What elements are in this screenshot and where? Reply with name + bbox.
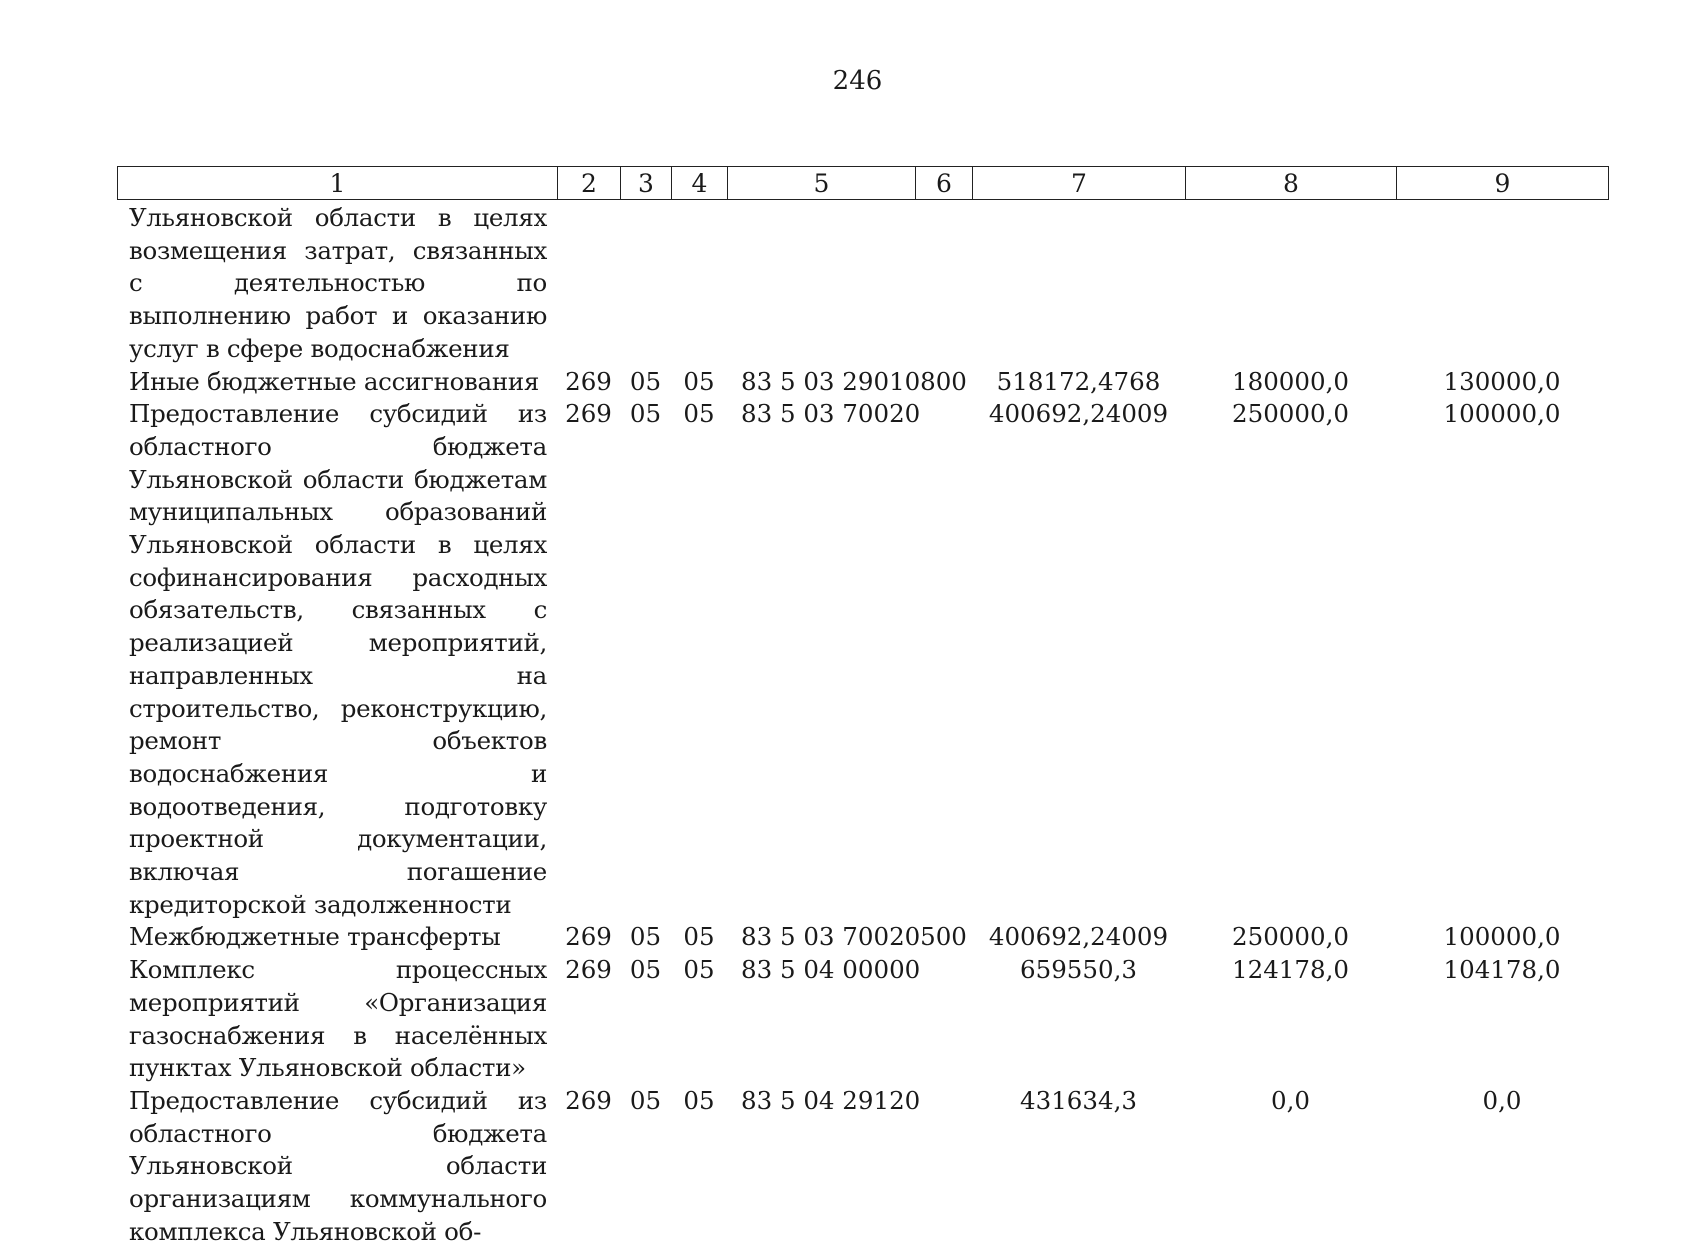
cell-col6	[915, 954, 972, 1085]
header-col-2: 2	[558, 167, 621, 200]
row-description: Предоставление субсидий из областного бюджета Ульяновской области организациям коммунального комплекса Ульяновской об-	[129, 1085, 547, 1246]
row-description: Предоставление субсидий из областного бюджета Ульяновской области бюджетам муниципальных образований Ульяновской области в целях софинансирования расходных обязательств, связанных с реализацией мероприятий, направленных на строительство, реконструкцию, ремонт объектов водоснабжения и водоотведения, подготовку проектной документации, включая погашение кредиторской задолженности	[129, 399, 547, 919]
row-description: Иные бюджетные ассигнования	[129, 366, 540, 396]
row-description: Ульяновской области в целях возмещения затрат, связанных с деятельностью по выполнению работ и оказанию услуг в сфере водоснабжения	[129, 203, 547, 363]
cell-col8: 0,0	[1271, 1085, 1310, 1115]
table-row	[117, 202, 1608, 366]
cell-col6: 800	[920, 366, 967, 396]
cell-col9: 100000,0	[1443, 922, 1561, 952]
cell-col9	[1396, 202, 1608, 366]
cell-col2: 269	[565, 1085, 612, 1115]
header-col-6: 6	[916, 167, 973, 200]
cell-col5: 83 5 04 29120	[741, 1085, 921, 1115]
header-col-5: 5	[728, 167, 916, 200]
cell-col7: 400692,24009	[988, 399, 1169, 429]
cell-col2	[557, 202, 620, 366]
cell-col5: 83 5 03 70020	[741, 922, 921, 952]
cell-col7: 400692,24009	[988, 922, 1169, 952]
cell-col6	[915, 398, 972, 921]
budget-table	[117, 202, 1608, 1249]
header-col-7: 7	[973, 167, 1186, 200]
cell-col7: 431634,3	[1020, 1085, 1137, 1115]
cell-col3: 05	[629, 366, 662, 396]
cell-col7	[972, 202, 1185, 366]
cell-col8: 180000,0	[1232, 366, 1349, 396]
cell-col2: 269	[565, 399, 612, 429]
cell-col6	[915, 1085, 972, 1249]
cell-col9: 0,0	[1482, 1085, 1522, 1115]
table-row	[117, 1085, 1608, 1249]
cell-col3: 05	[629, 955, 662, 985]
cell-col6: 500	[920, 922, 967, 952]
cell-col5: 83 5 03 29010	[741, 366, 921, 396]
table-row	[117, 921, 1608, 954]
header-col-8: 8	[1186, 167, 1397, 200]
cell-col3: 05	[629, 399, 662, 429]
cell-col4: 05	[683, 1085, 715, 1115]
header-col-4: 4	[672, 167, 728, 200]
cell-col4: 05	[683, 366, 715, 396]
table-row	[117, 366, 1608, 399]
cell-col5: 83 5 04 00000	[741, 955, 921, 985]
header-col-9: 9	[1397, 167, 1609, 200]
cell-col2: 269	[565, 955, 612, 985]
table-row	[117, 954, 1608, 1085]
cell-col7: 659550,3	[1020, 955, 1137, 985]
cell-col4	[671, 202, 727, 366]
table-header	[117, 166, 1609, 200]
table-row	[117, 398, 1608, 921]
cell-col7: 518172,4768	[996, 366, 1161, 396]
cell-col9: 130000,0	[1443, 366, 1561, 396]
cell-col5: 83 5 03 70020	[741, 399, 921, 429]
cell-col4: 05	[683, 922, 715, 952]
cell-col2: 269	[565, 366, 612, 396]
cell-col4: 05	[683, 399, 715, 429]
cell-col3: 05	[629, 1085, 662, 1115]
cell-col8: 250000,0	[1232, 399, 1349, 429]
cell-col3: 05	[629, 922, 662, 952]
cell-col9: 100000,0	[1443, 399, 1561, 429]
header-col-3: 3	[621, 167, 672, 200]
row-description: Комплекс процессных мероприятий «Организация газоснабжения в населённых пунктах Ульяновской области»	[129, 955, 547, 1083]
cell-col5	[727, 202, 915, 366]
header-col-1: 1	[118, 167, 558, 200]
row-description: Межбюджетные трансферты	[129, 922, 501, 952]
cell-col3	[620, 202, 671, 366]
cell-col9: 104178,0	[1443, 955, 1561, 985]
cell-col2: 269	[565, 922, 612, 952]
cell-col6	[915, 202, 972, 366]
page-number: 246	[832, 66, 883, 96]
cell-col4: 05	[683, 955, 715, 985]
cell-col8: 124178,0	[1232, 955, 1349, 985]
cell-col8: 250000,0	[1232, 922, 1349, 952]
cell-col8	[1185, 202, 1396, 366]
